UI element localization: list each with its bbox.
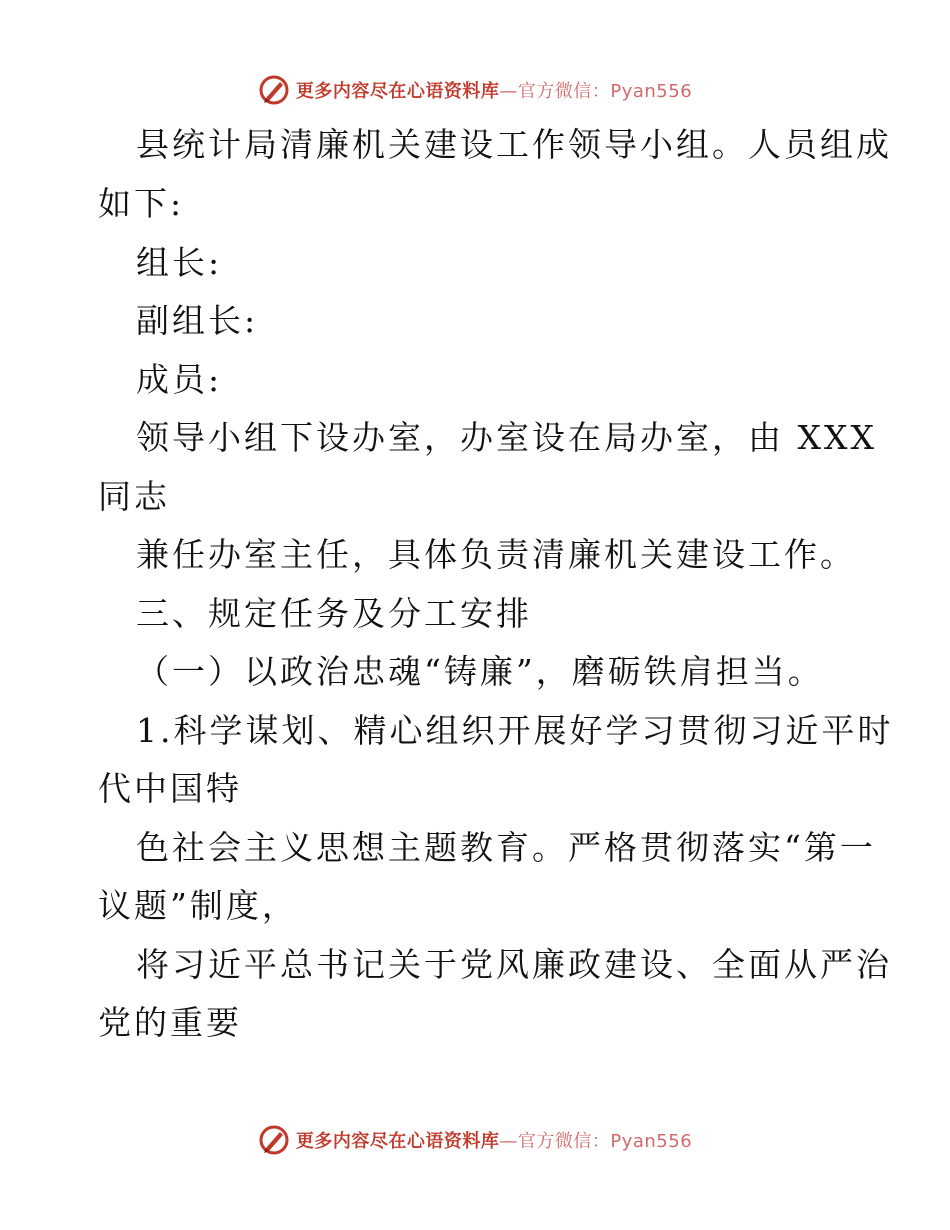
section-heading: 三、规定任务及分工安排 [136,594,532,633]
banner-contact-text: 官方微信：Pyan556 [517,81,693,102]
text-line: 副组长: [136,301,259,340]
banner-dash: — [499,81,518,102]
text-line: 议题”制度， [98,886,298,925]
pen-logo-icon [258,1124,290,1156]
text-line: 领导小组下设办室，办室设在局办室，由 XXX [136,418,877,457]
pen-logo-icon [258,74,290,106]
banner-main-text: 更多内容尽在心语资料库 [295,81,500,102]
header-banner [0,70,950,110]
text-line: 如下: [98,184,185,223]
text-line: 党的重要 [98,1003,242,1042]
text-line: 兼任办室主任，具体负责清廉机关建设工作。 [136,535,856,574]
text-line: 代中国特 [98,769,242,808]
text-line: 组长: [136,243,223,282]
footer-banner [0,1120,950,1160]
banner-main-text: 更多内容尽在心语资料库 [295,1131,500,1152]
banner-dash: — [499,1131,518,1152]
banner-contact-text: 官方微信：Pyan556 [517,1131,693,1152]
text-line: 1.科学谋划、精心组织开展好学习贯彻习近平时 [136,711,894,750]
text-line: 县统计局清廉机关建设工作领导小组。人员组成 [136,125,892,164]
subsection-heading: （一）以政治忠魂“铸廉”，磨砺铁肩担当。 [136,652,824,691]
text-line: 将习近平总书记关于党风廉政建设、全面从严治 [136,945,892,984]
text-line: 同志 [98,477,170,516]
text-line: 色社会主义思想主题教育。严格贯彻落实“第一 [136,828,876,867]
text-line: 成员: [136,360,223,399]
